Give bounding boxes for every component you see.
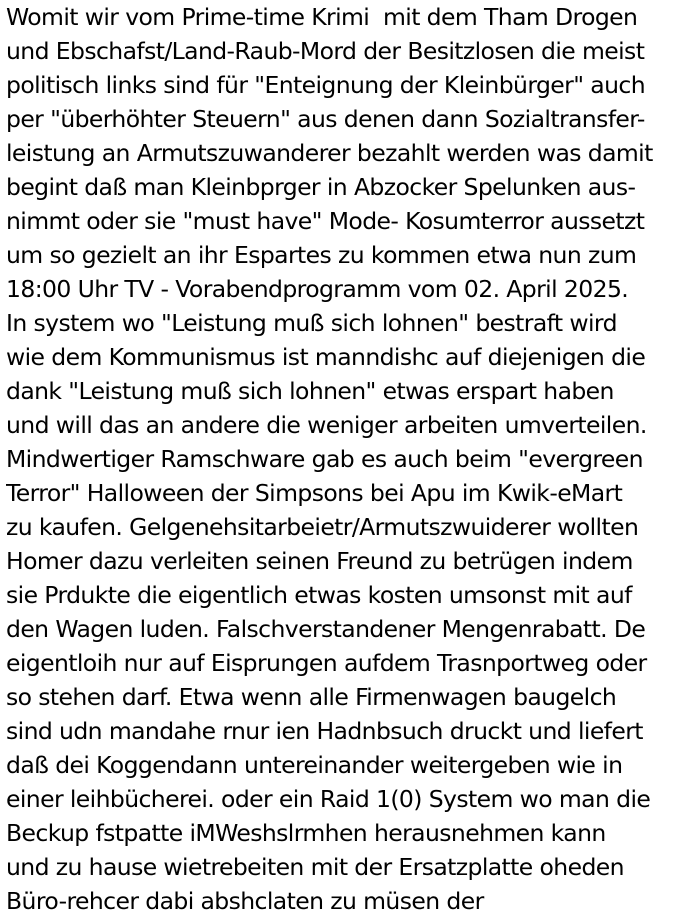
text-line: Terror" Halloween der Simpsons bei Apu im Kwik-eMart (6, 479, 623, 507)
text-line: politisch links sind für "Enteignung der Kleinbürger" auch (6, 71, 646, 99)
text-line: und will das an andere die weniger arbeiten umverteilen. (6, 411, 647, 439)
text-line: den Wagen luden. Falschverstandener Mengenrabatt. De (6, 615, 646, 643)
text-line: so stehen darf. Etwa wenn alle Firmenwagen baugelch (6, 683, 617, 711)
text-line: wie dem Kommunismus ist manndishc auf diejenigen die (6, 343, 646, 371)
text-line: und Ebschafst/Land-Raub-Mord der Besitzlosen die meist (6, 37, 645, 65)
text-line: um so gezielt an ihr Espartes zu kommen etwa nun zum (6, 241, 637, 269)
text-line: Womit wir vom Prime-time Krimi mit dem Tham Drogen (6, 3, 638, 31)
text-line: nimmt oder sie "must have" Mode- Kosumterror aussetzt (6, 207, 645, 235)
text-line: sind udn mandahe rnur ien Hadnbsuch druckt und liefert (6, 717, 643, 745)
document-page (6, 0, 684, 920)
text-line: einer leihbücherei. oder ein Raid 1(0) System wo man die (6, 785, 651, 813)
text-line: leistung an Armutszuwanderer bezahlt werden was damit (6, 139, 653, 167)
text-line: eigentloih nur auf Eisprungen aufdem Trasnportweg oder (6, 649, 647, 677)
text-line: zu kaufen. Gelgenehsitarbeietr/Armutszwuiderer wollten (6, 513, 639, 541)
text-line: Büro-rehcer dabi abshclaten zu müsen der (6, 887, 484, 915)
text-line: Mindwertiger Ramschware gab es auch beim "evergreen (6, 445, 643, 473)
text-line: dank "Leistung muß sich lohnen" etwas erspart haben (6, 377, 614, 405)
text-line: begint daß man Kleinbprger in Abzocker Spelunken aus- (6, 173, 636, 201)
text-line: Homer dazu verleiten seinen Freund zu betrügen indem (6, 547, 633, 575)
text-line: und zu hause wietrebeiten mit der Ersatzplatte oheden (6, 853, 624, 881)
text-line: per "überhöhter Steuern" aus denen dann Sozialtransfer- (6, 105, 645, 133)
text-line: Beckup fstpatte iMWeshslrmhen herausnehmen kann (6, 819, 606, 847)
text-line: daß dei Koggendann untereinander weitergeben wie in (6, 751, 623, 779)
text-line: sie Prdukte die eigentlich etwas kosten umsonst mit auf (6, 581, 632, 609)
text-line: 18:00 Uhr TV - Vorabendprogramm vom 02. April 2025. (6, 275, 629, 303)
text-line: In system wo "Leistung muß sich lohnen" bestraft wird (6, 309, 617, 337)
